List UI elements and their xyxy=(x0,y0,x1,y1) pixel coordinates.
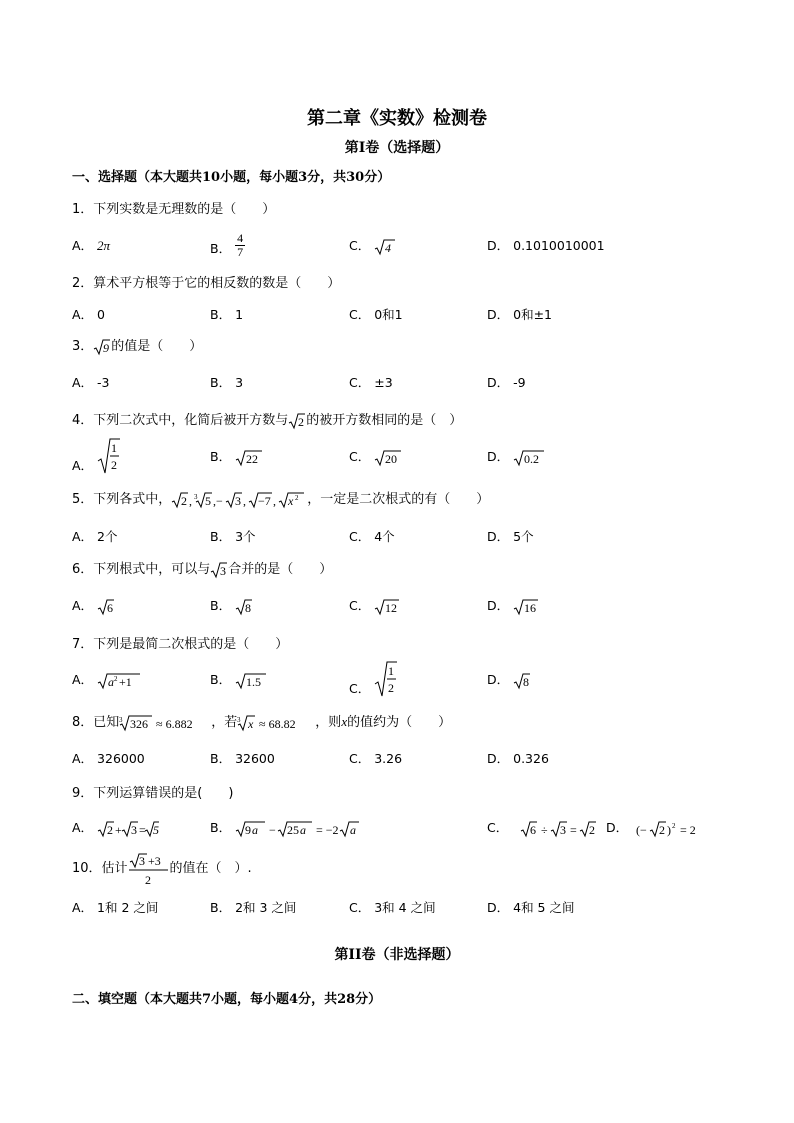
option-a[interactable] xyxy=(72,437,121,475)
option-label: C． xyxy=(349,598,371,613)
option-c[interactable] xyxy=(349,527,395,545)
option-text: 0 xyxy=(97,307,105,322)
svg-text:≈ 6.882: ≈ 6.882 xyxy=(156,716,193,731)
cbrt-326-icon xyxy=(119,714,211,732)
option-label: C． xyxy=(349,238,371,253)
variable-x: x xyxy=(341,714,348,729)
question-1-stem: 1．下列实数是无理数的是（ ） xyxy=(72,202,276,217)
option-label: D． xyxy=(487,529,510,544)
sqrt-3-icon xyxy=(210,561,228,579)
option-label: B． xyxy=(210,307,232,322)
svg-text:1: 1 xyxy=(388,664,395,678)
option-d[interactable] xyxy=(606,818,706,838)
option-text: -3 xyxy=(97,375,110,390)
option-label: D． xyxy=(487,598,510,613)
svg-text:= 2: = 2 xyxy=(680,822,696,837)
option-label: A． xyxy=(72,672,94,687)
svg-text:16: 16 xyxy=(524,600,537,615)
svg-text:+: + xyxy=(115,822,122,837)
svg-text:8: 8 xyxy=(245,600,252,615)
option-text: 2个 xyxy=(97,529,118,544)
svg-text:,: , xyxy=(273,493,277,508)
option-b[interactable] xyxy=(210,527,256,545)
svg-text:2: 2 xyxy=(298,414,305,429)
svg-text:a: a xyxy=(252,822,259,837)
option-label: D． xyxy=(487,449,510,464)
option-d-text: 0.1010010001 xyxy=(513,238,605,253)
sqrt-1.5-icon xyxy=(235,672,267,690)
question-10-stem xyxy=(72,852,252,888)
option-text: 0和1 xyxy=(374,307,403,322)
option-label: C． xyxy=(349,375,371,390)
option-label: B． xyxy=(210,900,232,915)
stem-suffix: 的值在（ ）. xyxy=(169,860,252,876)
svg-text:9: 9 xyxy=(245,822,252,837)
option-label: A． xyxy=(72,457,94,473)
option-text: 3.26 xyxy=(374,751,403,766)
question-6-stem xyxy=(72,558,332,579)
svg-text:6: 6 xyxy=(107,600,114,615)
svg-text:x: x xyxy=(248,716,254,731)
question-9-stem: 9．下列运算错误的是( ) xyxy=(72,786,234,801)
sqrt-16-icon xyxy=(513,598,539,616)
option-d[interactable] xyxy=(487,596,539,616)
option-label: D． xyxy=(487,307,510,322)
option-a[interactable] xyxy=(72,596,115,616)
sqrt-8-icon xyxy=(235,598,253,616)
sqrt-half-icon xyxy=(374,660,398,698)
stem-prefix: 6．下列根式中，可以与 xyxy=(72,562,211,577)
neg-sqrt-squared-icon xyxy=(636,820,706,838)
option-a[interactable] xyxy=(72,670,141,690)
option-c[interactable] xyxy=(487,818,600,838)
option-text: 1 xyxy=(235,307,244,322)
stem-suffix: ，一定是二次根式的有（ ） xyxy=(307,492,490,507)
svg-text:=: = xyxy=(570,822,577,837)
option-text: 3个 xyxy=(235,529,256,544)
option-b[interactable] xyxy=(210,898,296,916)
option-text: 5个 xyxy=(513,529,534,544)
stem-suffix: 合并的是（ ） xyxy=(228,562,333,577)
option-label: D． xyxy=(606,820,629,835)
svg-text:2: 2 xyxy=(388,681,395,695)
question-3-stem xyxy=(72,335,202,356)
option-c[interactable] xyxy=(349,447,402,467)
svg-text:3: 3 xyxy=(560,822,567,837)
option-label: B． xyxy=(210,672,232,687)
svg-text:2: 2 xyxy=(114,674,118,683)
svg-text:25: 25 xyxy=(287,822,300,837)
option-b[interactable] xyxy=(210,596,253,616)
stem-prefix: 3． xyxy=(72,339,94,354)
option-a-math: 2π xyxy=(97,238,111,253)
svg-text:2: 2 xyxy=(181,493,188,508)
sqrt-quotient-icon xyxy=(520,820,600,838)
option-label: A． xyxy=(72,820,94,835)
option-c[interactable] xyxy=(349,373,393,391)
svg-text:1: 1 xyxy=(111,441,118,455)
sqrt-0.2-icon xyxy=(513,449,545,467)
svg-text:3: 3 xyxy=(138,854,145,868)
option-d[interactable] xyxy=(487,898,574,916)
svg-text:22: 22 xyxy=(246,451,259,466)
option-label: C． xyxy=(349,449,371,464)
option-text: -9 xyxy=(513,375,526,390)
option-label: D． xyxy=(487,238,510,253)
option-text: 4和 5 之间 xyxy=(513,900,575,915)
svg-text:2: 2 xyxy=(659,822,666,837)
option-d[interactable] xyxy=(487,447,545,467)
option-text: 3和 4 之间 xyxy=(374,900,436,915)
radicals-list-icon xyxy=(171,491,307,509)
option-a[interactable] xyxy=(72,898,158,916)
option-label: B． xyxy=(210,751,232,766)
option-d[interactable] xyxy=(487,236,605,254)
svg-text:,: , xyxy=(243,493,247,508)
option-text: ±3 xyxy=(374,375,393,390)
stem-prefix: 8．已知 xyxy=(72,715,120,730)
option-b[interactable] xyxy=(210,373,243,391)
svg-text:1.5: 1.5 xyxy=(246,674,262,689)
svg-text:3: 3 xyxy=(119,715,123,724)
svg-text:≈ 68.82: ≈ 68.82 xyxy=(259,716,296,731)
option-c[interactable] xyxy=(349,660,398,698)
option-label: B． xyxy=(210,241,232,256)
svg-text:12: 12 xyxy=(385,600,398,615)
svg-text:÷: ÷ xyxy=(541,822,548,837)
option-text: 1和 2 之间 xyxy=(97,900,159,915)
option-label: C． xyxy=(487,820,509,835)
svg-text:a: a xyxy=(300,822,307,837)
svg-text:5: 5 xyxy=(153,822,160,837)
option-label: D． xyxy=(487,900,510,915)
option-b[interactable] xyxy=(210,305,243,323)
option-d[interactable] xyxy=(487,305,552,323)
svg-text:3: 3 xyxy=(220,563,227,578)
option-c[interactable] xyxy=(349,898,436,916)
option-d[interactable] xyxy=(487,749,549,767)
svg-text:2: 2 xyxy=(589,822,596,837)
section2-heading: 二、填空题（本大题共7小题，每小题4分，共28分） xyxy=(72,992,382,1007)
question-4-stem xyxy=(72,409,462,430)
option-label: B． xyxy=(210,449,232,464)
svg-text:(−: (− xyxy=(636,822,647,837)
option-b[interactable] xyxy=(210,749,275,767)
option-d[interactable] xyxy=(487,527,534,545)
option-label: C． xyxy=(349,751,371,766)
svg-text:x: x xyxy=(288,493,294,508)
question-2-stem: 2．算术平方根等于它的相反数的数是（ ） xyxy=(72,276,341,291)
question-7-stem: 7．下列是最简二次根式的是（ ） xyxy=(72,637,289,652)
svg-text:2: 2 xyxy=(672,821,676,830)
question-5-stem xyxy=(72,488,489,509)
svg-text:3: 3 xyxy=(237,715,241,724)
option-c[interactable] xyxy=(349,596,400,616)
option-c[interactable] xyxy=(349,749,402,767)
svg-text:3: 3 xyxy=(235,493,242,508)
option-b[interactable] xyxy=(210,447,263,467)
option-b[interactable] xyxy=(210,231,245,263)
sqrt-9-icon xyxy=(93,338,111,356)
option-a[interactable] xyxy=(72,749,145,767)
option-a[interactable] xyxy=(72,818,159,838)
svg-text:3: 3 xyxy=(131,822,138,837)
svg-text:9: 9 xyxy=(103,340,110,355)
svg-text:,: , xyxy=(189,493,193,508)
option-text: 2和 3 之间 xyxy=(235,900,297,915)
option-text: 4个 xyxy=(374,529,395,544)
svg-text:= −2: = −2 xyxy=(316,822,339,837)
option-label: A． xyxy=(72,307,94,322)
svg-text:20: 20 xyxy=(385,451,398,466)
svg-text:a: a xyxy=(108,674,115,689)
stem-suffix: 的值约为（ ） xyxy=(347,715,452,730)
svg-text:6: 6 xyxy=(530,822,537,837)
option-label: A． xyxy=(72,375,94,390)
sqrt-4-icon xyxy=(374,238,396,256)
svg-text:5: 5 xyxy=(205,493,212,508)
stem-prefix: 4．下列二次式中，化简后被开方数与 xyxy=(72,413,289,428)
svg-text:a: a xyxy=(350,822,357,837)
sqrt-sum-icon xyxy=(97,820,159,838)
option-a[interactable] xyxy=(72,236,110,254)
svg-text:2: 2 xyxy=(144,873,151,887)
option-label: B． xyxy=(210,375,232,390)
svg-text:8: 8 xyxy=(523,674,530,689)
sqrt-6-icon xyxy=(97,598,115,616)
option-text: 3 xyxy=(235,375,244,390)
sqrt-8-icon xyxy=(513,672,531,690)
stem-suffix: 的值是（ ） xyxy=(111,339,203,354)
svg-text:+1: +1 xyxy=(119,674,132,689)
svg-text:+3: +3 xyxy=(147,854,161,868)
option-label: B． xyxy=(210,598,232,613)
stem-prefix: 5．下列各式中， xyxy=(72,492,172,507)
sqrt-a2-plus-1-icon xyxy=(97,672,141,690)
option-text: 326000 xyxy=(97,751,145,766)
option-c[interactable] xyxy=(349,305,403,323)
option-label: A． xyxy=(72,900,94,915)
option-a[interactable] xyxy=(72,527,118,545)
option-text: 32600 xyxy=(235,751,275,766)
svg-text:,−: ,− xyxy=(213,493,224,508)
svg-text:): ) xyxy=(667,822,672,837)
svg-text:−7: −7 xyxy=(258,493,272,508)
svg-text:2: 2 xyxy=(107,822,114,837)
stem-prefix: 10．估计 xyxy=(72,860,128,876)
section1-heading: 一、选择题（本大题共10小题，每小题3分，共30分） xyxy=(72,170,391,185)
svg-text:2: 2 xyxy=(295,493,299,502)
option-label: A． xyxy=(72,598,94,613)
stem-middle: ，若 xyxy=(211,715,238,730)
question-8-stem xyxy=(72,711,451,732)
option-label: A． xyxy=(72,751,94,766)
svg-text:326: 326 xyxy=(130,716,149,731)
svg-text:−: − xyxy=(269,822,276,837)
option-label: C． xyxy=(349,529,371,544)
sqrt-half-icon xyxy=(97,437,121,475)
stem-suffix: 的被开方数相同的是（ ） xyxy=(306,413,463,428)
option-a[interactable] xyxy=(72,373,110,391)
stem-middle-2: ，则 xyxy=(315,715,342,730)
sqrt-diff-icon xyxy=(235,820,363,838)
option-label: A． xyxy=(72,529,94,544)
option-label: C． xyxy=(349,900,371,915)
option-label: D． xyxy=(487,672,510,687)
page-title: 第二章《实数》检测卷 xyxy=(307,108,487,129)
option-b[interactable] xyxy=(210,670,267,690)
option-text: 0和±1 xyxy=(513,307,553,322)
option-label: D． xyxy=(487,375,510,390)
option-d[interactable] xyxy=(487,670,531,690)
option-d[interactable] xyxy=(487,373,526,391)
cbrt-x-icon xyxy=(237,714,315,732)
sqrt-12-icon xyxy=(374,598,400,616)
svg-text:=: = xyxy=(139,822,146,837)
fraction-4-7: $\frac{4}{7}$ xyxy=(237,231,244,259)
fraction-sqrt3-plus-3-over-2-icon xyxy=(128,852,170,888)
option-label: C． xyxy=(349,307,371,322)
part1-heading: 第I卷（选择题） xyxy=(344,140,450,156)
option-label: D． xyxy=(487,751,510,766)
svg-text:0.2: 0.2 xyxy=(524,451,540,466)
option-text: 0.326 xyxy=(513,751,549,766)
option-label: B． xyxy=(210,820,232,835)
part2-heading: 第II卷（非选择题） xyxy=(334,947,460,963)
svg-text:3: 3 xyxy=(194,492,198,501)
option-label: A． xyxy=(72,238,94,253)
option-a[interactable] xyxy=(72,305,105,323)
sqrt-2-icon xyxy=(288,412,306,430)
svg-text:2: 2 xyxy=(111,458,118,472)
option-label: C． xyxy=(349,680,371,696)
sqrt-22-icon xyxy=(235,449,263,467)
option-b[interactable] xyxy=(210,818,363,838)
sqrt-20-icon xyxy=(374,449,402,467)
option-label: B． xyxy=(210,529,232,544)
svg-text:4: 4 xyxy=(385,240,392,255)
option-c[interactable] xyxy=(349,236,396,256)
